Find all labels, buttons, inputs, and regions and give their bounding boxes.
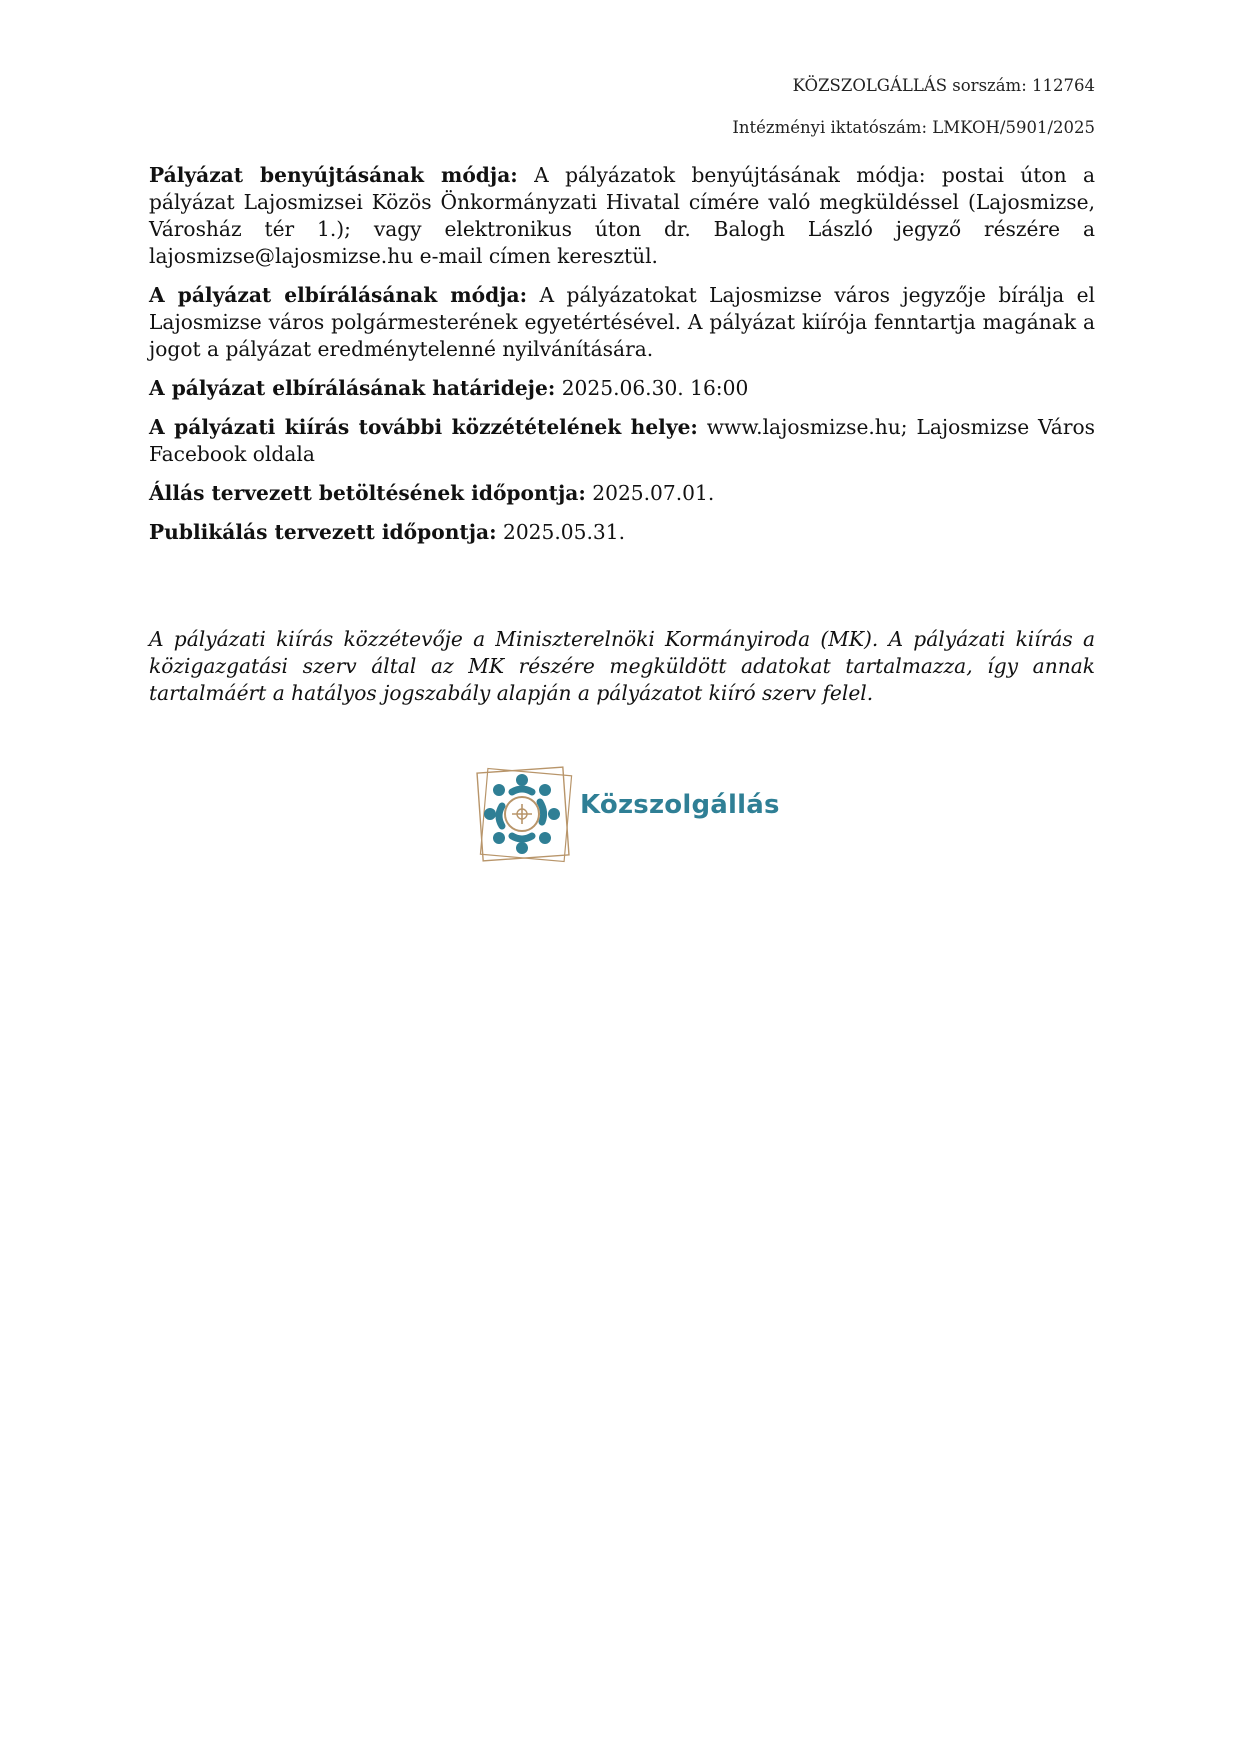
publisher-note: A pályázati kiírás közzétevője a Miniszterelnöki Kormányiroda (MK). A pályázati kiírás a közigazgatási szerv által az MK részére megküldött adatokat tartalmazza, így annak tartalmáért a hatályos jogszabály alapján a pályázatot kiíró szerv felel.: [149, 627, 1095, 705]
field-publish-date: [149, 519, 1095, 546]
registry-number: Intézményi iktatószám: LMKOH/5901/2025: [732, 118, 1095, 137]
field-evaluation-deadline: [149, 375, 1095, 402]
kozszolgallas-emblem-icon: [474, 760, 574, 870]
field-label: Állás tervezett betöltésének időpontja:: [149, 481, 586, 505]
field-value: www.lajosmizse.hu; Lajosmizse Város Facebook oldala: [149, 415, 1095, 466]
field-value: 2025.05.31.: [496, 520, 625, 544]
field-value: A pályázatokat Lajosmizse város jegyzője bírálja el Lajosmizse város polgármesterének egyetértésével. A pályázat kiírója fenntartja magának a jogot a pályázat eredménytelenné nyilvánítására.: [149, 283, 1095, 361]
field-value: 2025.06.30. 16:00: [555, 376, 749, 400]
field-evaluation-method: [149, 282, 1095, 363]
kozszolgallas-logo: [474, 760, 780, 870]
serial-number: KÖZSZOLGÁLLÁS sorszám: 112764: [792, 76, 1095, 95]
document-body: [149, 162, 1095, 558]
field-publication-place: [149, 414, 1095, 468]
field-value: A pályázatok benyújtásának módja: postai úton a pályázat Lajosmizsei Közös Önkormányzati Hivatal címére való megküldéssel (Lajosmizse, Városház tér 1.); vagy elektronikus úton dr. Balogh László jegyző részére a lajosmizse@lajosmizse.hu e-mail címen keresztül.: [149, 163, 1095, 268]
field-submission-method: [149, 162, 1095, 270]
logo-text: Közszolgállás: [580, 790, 780, 820]
field-label: A pályázat elbírálásának határideje:: [149, 376, 556, 400]
field-label: A pályázati kiírás további közzétételének helye:: [149, 415, 698, 439]
field-value: 2025.07.01.: [585, 481, 715, 505]
field-label: Pályázat benyújtásának módja:: [149, 163, 518, 187]
field-label: A pályázat elbírálásának módja:: [149, 283, 528, 307]
field-start-date: [149, 480, 1095, 507]
field-label: Publikálás tervezett időpontja:: [149, 520, 497, 544]
